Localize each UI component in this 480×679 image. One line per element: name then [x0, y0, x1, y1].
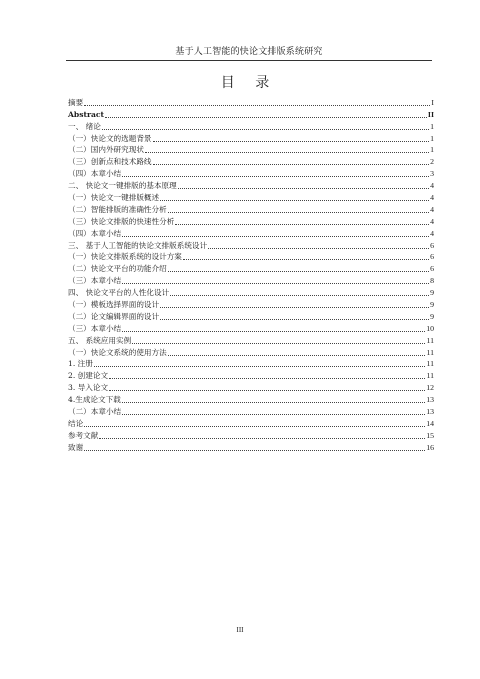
toc-entry-page: 12	[426, 383, 434, 393]
toc-entry-label: （二）本章小结	[68, 407, 122, 417]
toc-entry-label: （一）快论文的选题背景	[68, 133, 152, 143]
toc-entry[interactable]	[68, 298, 434, 310]
toc-entry-label: 五、 系统应用实例	[68, 335, 132, 345]
toc-dot-leader	[160, 307, 429, 308]
toc-entry-label: （一）模板选择界面的设计	[68, 300, 160, 310]
toc-entry-page: 4	[430, 181, 434, 191]
toc-dot-leader	[94, 366, 426, 367]
toc-entry-page: 1	[430, 133, 434, 143]
toc-dot-leader	[183, 259, 429, 260]
toc-dot-leader	[122, 236, 429, 237]
toc-entry[interactable]	[68, 251, 434, 263]
toc-entry-label: 结论	[68, 418, 84, 428]
toc-entry[interactable]	[68, 358, 434, 370]
toc-dot-leader	[168, 271, 429, 272]
toc-entry[interactable]	[68, 429, 434, 441]
toc-entry[interactable]	[68, 227, 434, 239]
toc-entry[interactable]	[68, 334, 434, 346]
toc-entry-page: 13	[426, 395, 434, 405]
toc-entry-page: 13	[426, 407, 434, 417]
toc-entry-label: （四）本章小结	[68, 169, 122, 179]
toc-entry-page: 9	[430, 311, 434, 321]
toc-dot-leader	[160, 200, 429, 201]
toc-entry-page: 4	[430, 228, 434, 238]
toc-entry[interactable]	[68, 346, 434, 358]
toc-entry-page: 6	[430, 264, 434, 274]
toc-entry-page: 4	[430, 204, 434, 214]
toc-entry-page: 10	[426, 323, 434, 333]
page-title: 目 录	[220, 75, 278, 91]
toc-dot-leader	[168, 212, 429, 213]
toc-entry-label: （一）快论文系统的使用方法	[68, 347, 167, 357]
toc-dot-leader	[153, 141, 430, 142]
toc-entry-label: 参考文献	[68, 430, 99, 440]
toc-entry[interactable]	[68, 274, 434, 286]
toc-entry-label: （二）论文编辑界面的设计	[68, 311, 160, 321]
toc-entry[interactable]	[68, 215, 434, 227]
toc-entry-label: （二）智能排版的准确性分析	[68, 204, 167, 214]
toc-entry[interactable]	[68, 369, 434, 381]
toc-dot-leader	[170, 295, 429, 296]
toc-entry[interactable]	[68, 191, 434, 203]
toc-dot-leader	[122, 283, 429, 284]
toc-entry-label: （三）创新点和技术路线	[68, 157, 152, 167]
toc-dot-leader	[175, 224, 429, 225]
toc-dot-leader	[109, 390, 425, 391]
toc-entry-label: Abstract	[68, 109, 105, 119]
toc-entry-page: 4	[430, 193, 434, 203]
toc-entry-page: 6	[430, 240, 434, 250]
toc-entry[interactable]	[68, 155, 434, 167]
toc-entry-page: 11	[426, 359, 434, 369]
toc-entry-label: 4.生成论文下载	[68, 395, 121, 405]
toc-entry-page: 6	[430, 252, 434, 262]
toc-entry-page: II	[427, 109, 434, 119]
toc-entry-page: 11	[426, 347, 434, 357]
header-rule	[66, 60, 432, 61]
toc-entry[interactable]	[68, 179, 434, 191]
toc-dot-leader	[84, 105, 430, 106]
toc-dot-leader	[153, 164, 430, 165]
toc-entry-page: 9	[430, 300, 434, 310]
toc-dot-leader	[208, 248, 429, 249]
page-number: III	[236, 626, 244, 634]
toc-entry-page: 1	[430, 145, 434, 155]
toc-entry-label: 四、 快论文平台的人性化设计	[68, 288, 170, 298]
toc-entry-label: （二）国内外研究现状	[68, 145, 144, 155]
toc-entry-page: 1	[430, 121, 434, 131]
toc-entry-label: 1. 注册	[68, 359, 93, 369]
toc-dot-leader	[122, 414, 425, 415]
toc-entry[interactable]	[68, 322, 434, 334]
table-of-contents	[68, 96, 434, 453]
toc-entry[interactable]	[68, 239, 434, 251]
toc-entry-label: （三）快论文排版的快速性分析	[68, 216, 175, 226]
toc-entry-label: 二、 快论文一键排版的基本原理	[68, 181, 177, 191]
toc-entry-page: 15	[426, 430, 434, 440]
toc-entry-page: 2	[430, 157, 434, 167]
toc-dot-leader	[99, 438, 425, 439]
toc-entry-page: 16	[426, 442, 434, 452]
toc-entry[interactable]	[68, 310, 434, 322]
toc-dot-leader	[178, 188, 429, 189]
toc-entry[interactable]	[68, 262, 434, 274]
toc-entry[interactable]	[68, 167, 434, 179]
toc-dot-leader	[132, 343, 425, 344]
toc-dot-leader	[145, 152, 429, 153]
toc-entry[interactable]	[68, 381, 434, 393]
toc-dot-leader	[122, 331, 425, 332]
toc-entry-label: 摘要	[68, 97, 84, 107]
toc-entry-label: 三、 基于人工智能的快论文排版系统设计	[68, 240, 208, 250]
toc-entry-page: 14	[426, 418, 434, 428]
toc-entry[interactable]	[68, 96, 434, 108]
toc-dot-leader	[168, 355, 426, 356]
toc-dot-leader	[122, 176, 429, 177]
toc-entry[interactable]	[68, 405, 434, 417]
toc-entry-label: （三）本章小结	[68, 323, 122, 333]
toc-entry-page: I	[431, 97, 434, 107]
toc-entry[interactable]	[68, 417, 434, 429]
toc-entry[interactable]	[68, 286, 434, 298]
toc-entry[interactable]	[68, 393, 434, 405]
toc-entry-label: （一）快论文一键排版概述	[68, 193, 160, 203]
toc-entry-page: 9	[430, 288, 434, 298]
toc-dot-leader	[105, 117, 427, 118]
toc-entry-page: 11	[426, 371, 434, 381]
toc-dot-leader	[122, 402, 425, 403]
toc-entry-page: 3	[430, 169, 434, 179]
toc-entry[interactable]	[68, 441, 434, 453]
toc-dot-leader	[102, 129, 429, 130]
toc-dot-leader	[84, 426, 425, 427]
toc-entry-label: 3. 导入论文	[68, 383, 109, 393]
toc-entry-label: 一、 绪论	[68, 121, 101, 131]
toc-entry-label: （一）快论文排版系统的设计方案	[68, 252, 182, 262]
toc-entry[interactable]	[68, 144, 434, 156]
toc-dot-leader	[109, 378, 425, 379]
toc-entry-page: 4	[430, 216, 434, 226]
toc-entry[interactable]	[68, 120, 434, 132]
toc-entry-label: （三）本章小结	[68, 276, 122, 286]
running-header: 基于人工智能的快论文排版系统研究	[175, 47, 323, 57]
toc-entry-label: 2. 创建论文	[68, 371, 109, 381]
toc-entry-label: （四）本章小结	[68, 228, 122, 238]
toc-entry-page: 8	[430, 276, 434, 286]
toc-dot-leader	[160, 319, 429, 320]
toc-entry-label: 致谢	[68, 442, 84, 452]
toc-entry-page: 11	[426, 335, 434, 345]
toc-dot-leader	[84, 450, 425, 451]
toc-entry-label: （二）快论文平台的功能介绍	[68, 264, 167, 274]
toc-entry[interactable]	[68, 132, 434, 144]
toc-entry[interactable]	[68, 203, 434, 215]
toc-entry[interactable]	[68, 108, 434, 120]
